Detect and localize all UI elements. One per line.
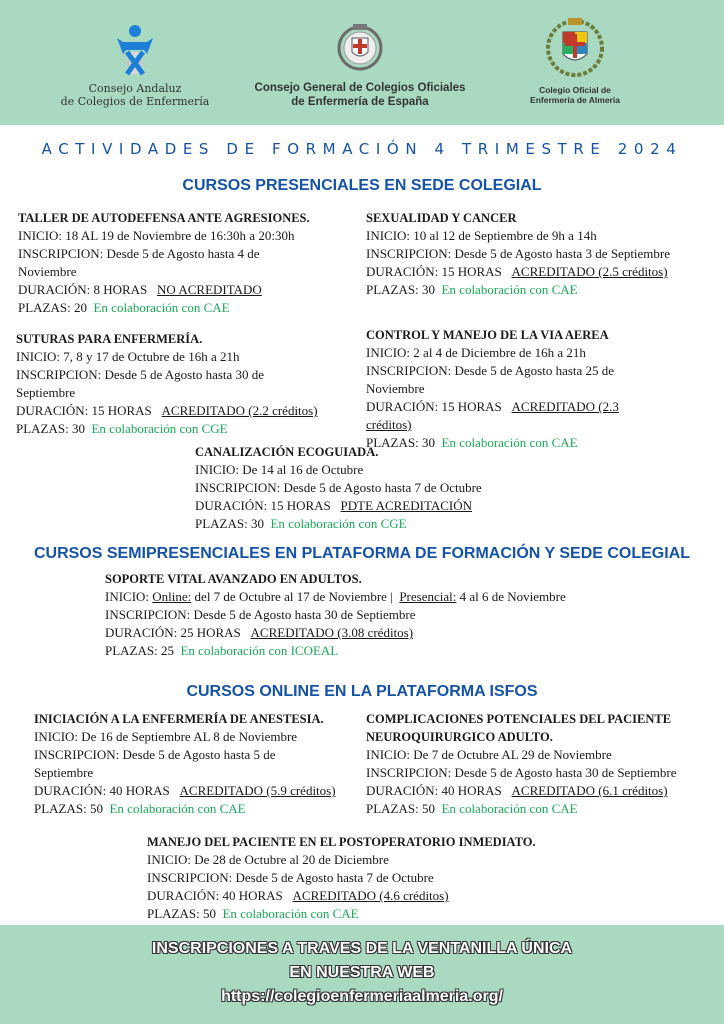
course-colaboracion: En colaboración con CGE xyxy=(270,516,407,531)
course-inscripcion: INSCRIPCION: Desde 5 de Agosto hasta 25 de Noviembre xyxy=(366,363,615,396)
course-inicio-prefix: INICIO: xyxy=(105,589,150,604)
course-inicio: INICIO: De 28 de Octubre al 20 de Diciembre xyxy=(147,852,389,867)
course-acreditacion: ACREDITADO (5.9 créditos) xyxy=(179,783,336,798)
course-duracion: DURACIÓN: 40 HORAS xyxy=(34,783,170,798)
footer-website-link[interactable]: https://colegioenfermeriaalmeria.org/ xyxy=(221,988,503,1005)
course-inicio: INICIO: De 14 al 16 de Octubre xyxy=(195,462,364,477)
section-title-presenciales: CURSOS PRESENCIALES EN SEDE COLEGIAL xyxy=(182,177,542,194)
course-colaboracion: En colaboración con CAE xyxy=(441,282,578,297)
course-plazas: PLAZAS: 20 xyxy=(18,300,87,315)
section-title-online: CURSOS ONLINE EN LA PLATAFORMA ISFOS xyxy=(186,683,538,700)
course-inscripcion: INSCRIPCION: Desde 5 de Agosto hasta 30 de Septiembre xyxy=(105,607,416,622)
course-title: TALLER DE AUTODEFENSA ANTE AGRESIONES. xyxy=(18,211,310,225)
colegio-almeria-crest-icon xyxy=(545,14,605,82)
course-acreditacion: ACREDITADO (2.2 créditos) xyxy=(161,403,318,418)
course-sexualidad xyxy=(366,209,716,299)
course-title: SEXUALIDAD Y CANCER xyxy=(366,211,517,225)
course-online-dates: del 7 de Octubre al 17 de Noviembre | xyxy=(194,589,393,604)
section-title-semipresenciales: CURSOS SEMIPRESENCIALES EN PLATAFORMA DE FORMACIÓN Y SEDE COLEGIAL xyxy=(33,545,691,562)
course-plazas: PLAZAS: 30 xyxy=(366,435,435,450)
course-plazas: PLAZAS: 50 xyxy=(366,801,435,816)
consejo-general-shield-icon xyxy=(337,20,383,76)
course-acreditacion: ACREDITADO (2.3 créditos) xyxy=(366,399,619,432)
course-online-label: Online: xyxy=(152,589,192,604)
footer-line2: EN NUESTRA WEB xyxy=(289,964,435,981)
course-inscripcion: INSCRIPCION: Desde 5 de Agosto hasta 7 de Octubre xyxy=(195,480,482,495)
course-inscripcion: INSCRIPCION: Desde 5 de Agosto hasta 30 de Septiembre xyxy=(16,367,265,400)
course-inicio: INICIO: 10 al 12 de Septiembre de 9h a 14h xyxy=(366,228,597,243)
course-title: COMPLICACIONES POTENCIALES DEL PACIENTE NEUROQUIRURGICO ADULTO. xyxy=(366,712,672,744)
course-title: SOPORTE VITAL AVANZADO EN ADULTOS. xyxy=(105,572,362,586)
course-title: CONTROL Y MANEJO DE LA VIA AEREA xyxy=(366,328,609,342)
course-title: MANEJO DEL PACIENTE EN EL POSTOPERATORIO INMEDIATO. xyxy=(147,835,536,849)
course-colaboracion: En colaboración con CAE xyxy=(441,435,578,450)
course-duracion: DURACIÓN: 15 HORAS xyxy=(366,264,502,279)
course-inicio: INICIO: 18 AL 19 de Noviembre de 16:30h a 20:30h xyxy=(18,228,295,243)
course-neuroquirurgico xyxy=(366,710,718,818)
course-duracion: DURACIÓN: 15 HORAS xyxy=(195,498,331,513)
course-plazas: PLAZAS: 30 xyxy=(16,421,85,436)
course-soporte-vital xyxy=(105,570,665,660)
course-presencial-dates: 4 al 6 de Noviembre xyxy=(459,589,566,604)
course-autodefensa xyxy=(18,209,318,317)
course-inscripcion: INSCRIPCION: Desde 5 de Agosto hasta 30 de Septiembre xyxy=(366,765,677,780)
course-plazas: PLAZAS: 25 xyxy=(105,643,174,658)
course-duracion: DURACIÓN: 15 HORAS xyxy=(16,403,152,418)
logo-consejo-andaluz xyxy=(40,20,230,108)
course-duracion: DURACIÓN: 8 HORAS xyxy=(18,282,148,297)
course-presencial-label: Presencial: xyxy=(399,589,457,604)
course-ecoguiada xyxy=(195,443,535,533)
course-duracion: DURACIÓN: 40 HORAS xyxy=(366,783,502,798)
course-colaboracion: En colaboración con CAE xyxy=(109,801,246,816)
logo2-line1: Consejo General de Colegios Oficiales xyxy=(254,82,466,94)
course-title: CANALIZACIÓN ECOGUIADA. xyxy=(195,445,379,459)
logo-consejo-general xyxy=(240,20,480,110)
logo3-line1: Colegio Oficial de xyxy=(539,85,611,95)
course-acreditacion: ACREDITADO (6.1 créditos) xyxy=(511,783,668,798)
course-via-aerea xyxy=(366,326,666,452)
course-inicio: INICIO: 2 al 4 de Diciembre de 16h a 21h xyxy=(366,345,586,360)
course-duracion: DURACIÓN: 40 HORAS xyxy=(147,888,283,903)
course-duracion: DURACIÓN: 25 HORAS xyxy=(105,625,241,640)
logo3-line2: Enfermería de Almeria xyxy=(530,95,620,106)
course-acreditacion: ACREDITADO (4.6 créditos) xyxy=(292,888,449,903)
page-title: ACTIVIDADES DE FORMACIÓN 4 TRIMESTRE 2024 xyxy=(41,140,683,158)
course-duracion: DURACIÓN: 15 HORAS xyxy=(366,399,502,414)
course-colaboracion: En colaboración con CAE xyxy=(441,801,578,816)
course-colaboracion: En colaboración con CGE xyxy=(91,421,228,436)
course-inicio: INICIO: De 16 de Septiembre AL 8 de Noviembre xyxy=(34,729,298,744)
course-postoperatorio xyxy=(147,833,587,923)
course-acreditacion: PDTE ACREDITACIÓN xyxy=(340,498,473,513)
course-inicio: INICIO: De 7 de Octubre AL 29 de Noviembre xyxy=(366,747,612,762)
course-acreditacion: NO ACREDITADO xyxy=(157,282,262,297)
logo1-line2: de Colegios de Enfermería xyxy=(60,95,210,109)
course-title: SUTURAS PARA ENFERMERÍA. xyxy=(16,332,203,346)
course-inscripcion: INSCRIPCION: Desde 5 de Agosto hasta 5 de Septiembre xyxy=(34,747,276,780)
course-plazas: PLAZAS: 50 xyxy=(147,906,216,921)
course-acreditacion: ACREDITADO (2.5 créditos) xyxy=(511,264,668,279)
course-colaboracion: En colaboración con CAE xyxy=(222,906,359,921)
footer-banner xyxy=(0,925,724,1024)
consejo-andaluz-emblem-icon xyxy=(105,20,165,80)
course-inicio: INICIO: 7, 8 y 17 de Octubre de 16h a 21h xyxy=(16,349,240,364)
logo-colegio-almeria xyxy=(520,14,630,105)
course-colaboracion: En colaboración con ICOEAL xyxy=(180,643,339,658)
course-anestesia xyxy=(34,710,354,818)
course-title: INICIACIÓN A LA ENFERMERÍA DE ANESTESIA. xyxy=(34,712,324,726)
course-plazas: PLAZAS: 30 xyxy=(195,516,264,531)
course-inscripcion: INSCRIPCION: Desde 5 de Agosto hasta 4 de Noviembre xyxy=(18,246,260,279)
header-banner xyxy=(0,0,724,125)
course-suturas xyxy=(16,330,346,438)
course-plazas: PLAZAS: 30 xyxy=(366,282,435,297)
course-acreditacion: ACREDITADO (3.08 créditos) xyxy=(250,625,414,640)
footer-line1: INSCRIPCIONES A TRAVES DE LA VENTANILLA ÚNICA xyxy=(151,940,573,957)
course-inscripcion: INSCRIPCION: Desde 5 de Agosto hasta 7 de Octubre xyxy=(147,870,434,885)
course-plazas: PLAZAS: 50 xyxy=(34,801,103,816)
course-inscripcion: INSCRIPCION: Desde 5 de Agosto hasta 3 de Septiembre xyxy=(366,246,671,261)
logo2-line2: de Enfermería de España xyxy=(291,95,429,108)
course-colaboracion: En colaboración con CAE xyxy=(93,300,230,315)
logo1-line1: Consejo Andaluz xyxy=(88,82,182,95)
